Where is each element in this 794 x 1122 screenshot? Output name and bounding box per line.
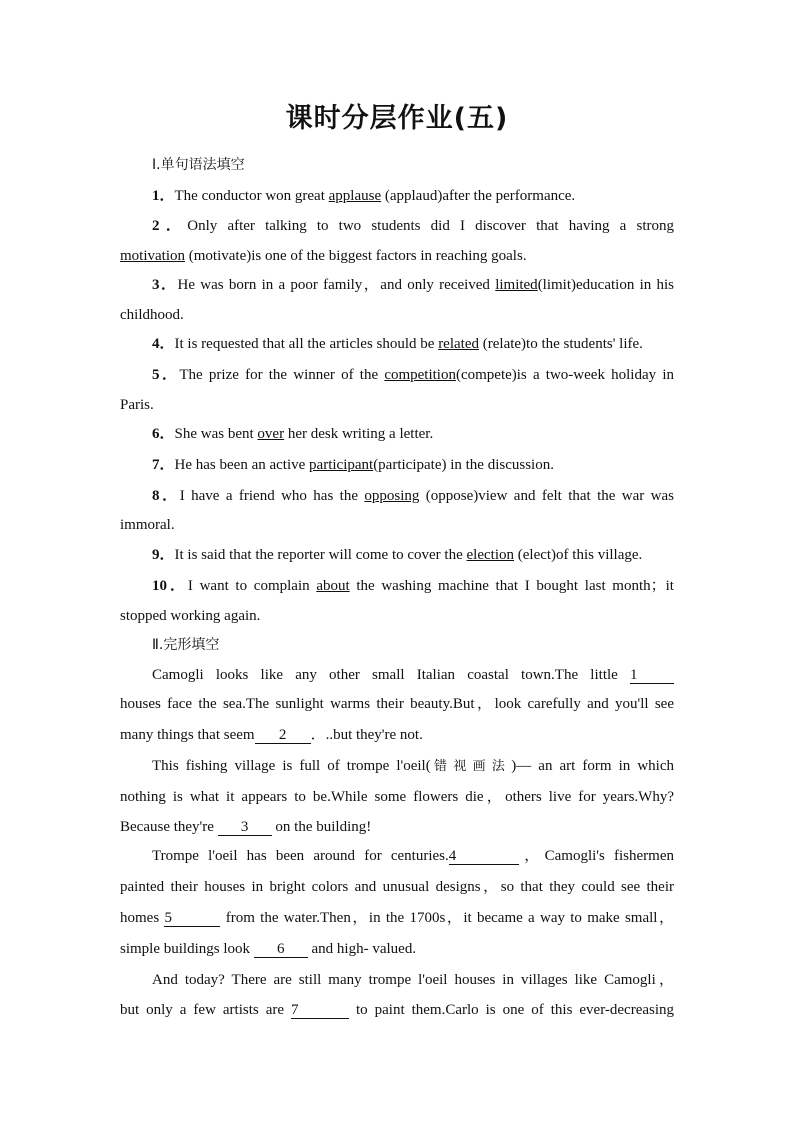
question-8-cont: immoral. bbox=[120, 517, 175, 533]
passage-line: homes 5 from the water.Then，in the 1700s，it became a way to make small， bbox=[120, 910, 674, 926]
section-1-heading: Ⅰ.单句语法填空 bbox=[152, 157, 245, 173]
question-4: 4．It is requested that all the articles should be related (relate)to the students' life. bbox=[152, 336, 643, 352]
answer-3: limited bbox=[495, 277, 538, 293]
question-8: 8．I have a friend who has the opposing (oppose)view and felt that the war was bbox=[152, 488, 674, 504]
question-3: 3．He was born in a poor family，and only received limited(limit)education in his bbox=[152, 277, 674, 293]
answer-10: about bbox=[316, 578, 350, 594]
passage-line: Camogli looks like any other small Italian coastal town.The little 1 bbox=[152, 665, 674, 685]
question-10-cont: stopped working again. bbox=[120, 608, 261, 624]
answer-8: opposing bbox=[364, 488, 420, 504]
question-3-cont: childhood. bbox=[120, 307, 184, 323]
passage-line: And today? There are still many trompe l'oeil houses in villages like Camogli， bbox=[152, 972, 674, 988]
passage-line: nothing is what it appears to be.While some flowers die，others live for years.Why? bbox=[120, 789, 674, 805]
answer-2: motivation bbox=[120, 248, 185, 264]
passage-line: simple buildings look 6 and high- valued. bbox=[120, 941, 417, 957]
passage-line: houses face the sea.The sunlight warms their beauty.But，look carefully and you'll see bbox=[120, 696, 674, 712]
answer-5: competition bbox=[384, 367, 456, 383]
blank-6: 6 bbox=[254, 941, 308, 958]
question-7: 7．He has been an active participant(participate) in the discussion. bbox=[152, 457, 554, 473]
question-2: 2．Only after talking to two students did I discover that having a strong bbox=[152, 218, 674, 234]
passage-line: many things that seem 2 ．..but they're not. bbox=[120, 727, 423, 743]
passage-line: This fishing village is full of trompe l'oeil(错视画法)— an art form in which bbox=[152, 758, 674, 774]
question-5-cont: Paris. bbox=[120, 397, 154, 413]
question-6: 6．She was bent over her desk writing a letter. bbox=[152, 426, 434, 442]
answer-4: related bbox=[438, 336, 479, 352]
blank-4: 4 bbox=[449, 848, 519, 865]
blank-2: 2 bbox=[255, 727, 311, 744]
answer-7: participant bbox=[309, 457, 374, 473]
question-5: 5．The prize for the winner of the competition(compete)is a two-week holiday in bbox=[152, 367, 674, 383]
blank-1: 1 bbox=[630, 667, 674, 684]
blank-7: 7 bbox=[291, 1002, 349, 1019]
blank-5: 5 bbox=[164, 910, 220, 927]
blank-3: 3 bbox=[218, 819, 272, 836]
question-9: 9．It is said that the reporter will come to cover the election (elect)of this village. bbox=[152, 547, 643, 563]
answer-9: election bbox=[466, 547, 514, 563]
page-title: 课时分层作业(五) bbox=[285, 103, 509, 134]
passage-line: painted their houses in bright colors and unusual designs，so that they could see their bbox=[120, 879, 674, 895]
passage-line: Because they're 3 on the building! bbox=[120, 819, 372, 835]
question-10: 10．I want to complain about the washing machine that I bought last month；it bbox=[152, 578, 674, 594]
section-2-heading: Ⅱ.完形填空 bbox=[152, 637, 220, 653]
question-2-cont: motivation (motivate)is one of the biggest factors in reaching goals. bbox=[120, 248, 527, 264]
passage-line: Trompe l'oeil has been around for centuries.4 ，Camogli's fishermen bbox=[152, 848, 674, 864]
answer-6: over bbox=[257, 426, 285, 442]
answer-1: applause bbox=[328, 188, 382, 204]
passage-line: but only a few artists are 7 to paint them.Carlo is one of this ever-decreasing bbox=[120, 1002, 675, 1018]
question-1: 1．The conductor won great applause (applaud)after the performance. bbox=[152, 188, 576, 204]
